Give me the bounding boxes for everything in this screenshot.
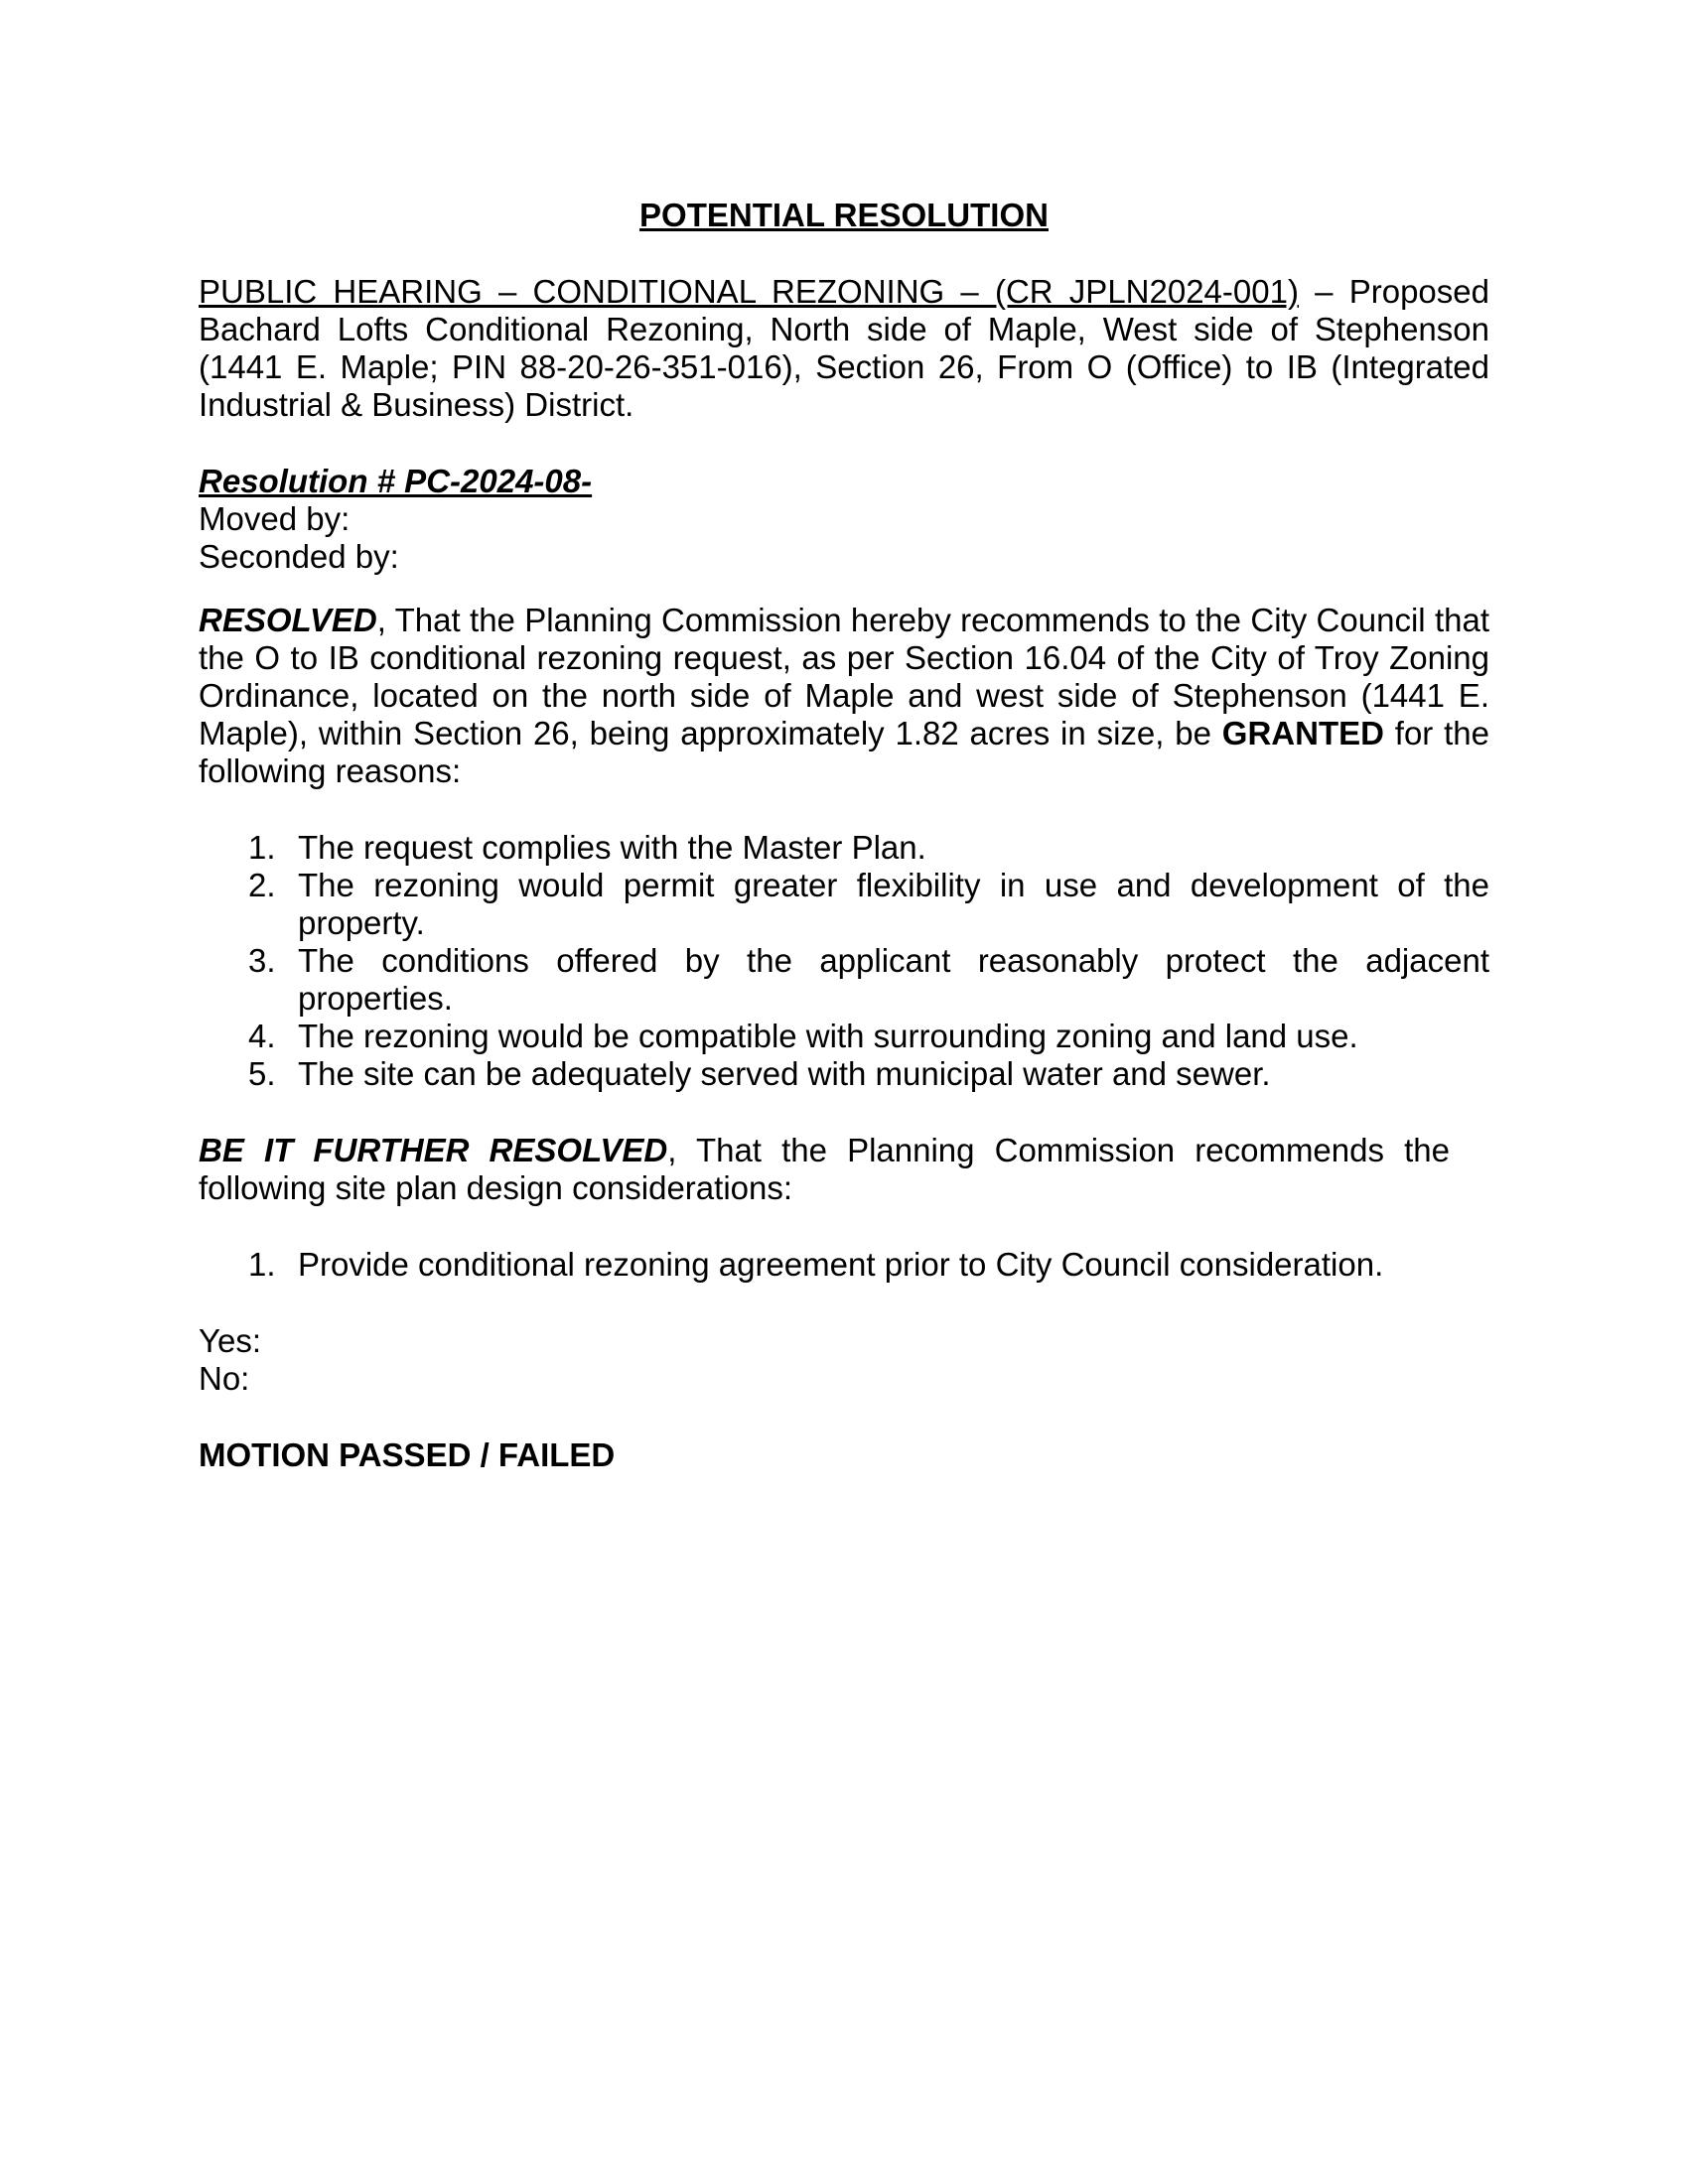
resolved-lead: RESOLVED [199, 602, 377, 638]
resolution-number: Resolution # PC-2024-08- [199, 463, 593, 499]
list-item [199, 1055, 1489, 1093]
moved-by-label: Moved by: [199, 500, 351, 537]
list-item-text: The conditions offered by the applicant reasonably protect the adjacent properties. [298, 942, 1489, 1017]
list-item-number: 5. [248, 1055, 276, 1092]
considerations-list [199, 1246, 1489, 1284]
hearing-heading: PUBLIC HEARING – CONDITIONAL REZONING – (CR JPLN2024-001) [199, 273, 1299, 310]
resolved-paragraph [199, 602, 1489, 790]
vote-block [199, 1322, 1489, 1398]
list-item-text: The request complies with the Master Plan. [298, 829, 926, 866]
vote-no-label: No: [199, 1360, 250, 1397]
document-page [199, 197, 1489, 1474]
list-item [199, 1018, 1489, 1055]
list-item [199, 829, 1489, 867]
list-item [199, 942, 1489, 1018]
resolved-text-after: for the following reasons: [199, 715, 1489, 789]
list-item-text: The site can be adequately served with municipal water and sewer. [298, 1055, 1271, 1092]
further-resolved-lead: BE IT FURTHER RESOLVED [199, 1132, 668, 1168]
list-item-number: 2. [248, 867, 276, 903]
list-item [199, 867, 1489, 942]
hearing-description: – Proposed Bachard Lofts Conditional Rezoning, North side of Maple, West side of Stephenson (1441 E. Maple; PIN 88-20-26-351-016), Section 26, From O (Office) to IB (Integrated Industrial & Business) District. [199, 273, 1489, 423]
list-item-text: The rezoning would be compatible with surrounding zoning and land use. [298, 1018, 1358, 1054]
list-item-number: 1. [248, 1246, 276, 1283]
list-item-number: 4. [248, 1018, 276, 1054]
motion-result: MOTION PASSED / FAILED [199, 1436, 616, 1473]
resolved-granted: GRANTED [1221, 715, 1384, 751]
further-resolved-text: , That the Planning Commission recommends the following site plan design considerations: [199, 1132, 1450, 1206]
list-item-text: The rezoning would permit greater flexibility in use and development of the property. [298, 867, 1489, 941]
resolved-text-before: , That the Planning Commission hereby recommends to the City Council that the O to IB conditional rezoning request, as per Section 16.04 of the City of Troy Zoning Ordinance, located on the north side of Maple and west side of Stephenson (1441 E. Maple), within Section 26, being approximately 1.82 acres in size, be [199, 602, 1489, 751]
further-resolved-paragraph [199, 1132, 1450, 1207]
list-item-number: 1. [248, 829, 276, 866]
hearing-paragraph [199, 273, 1489, 424]
list-item-number: 3. [248, 942, 276, 979]
list-item-text: Provide conditional rezoning agreement prior to City Council consideration. [298, 1246, 1384, 1283]
reasons-list [199, 829, 1489, 1093]
list-item [199, 1246, 1489, 1284]
seconded-by-label: Seconded by: [199, 538, 399, 575]
page-title: POTENTIAL RESOLUTION [639, 197, 1049, 233]
vote-yes-label: Yes: [199, 1322, 262, 1359]
